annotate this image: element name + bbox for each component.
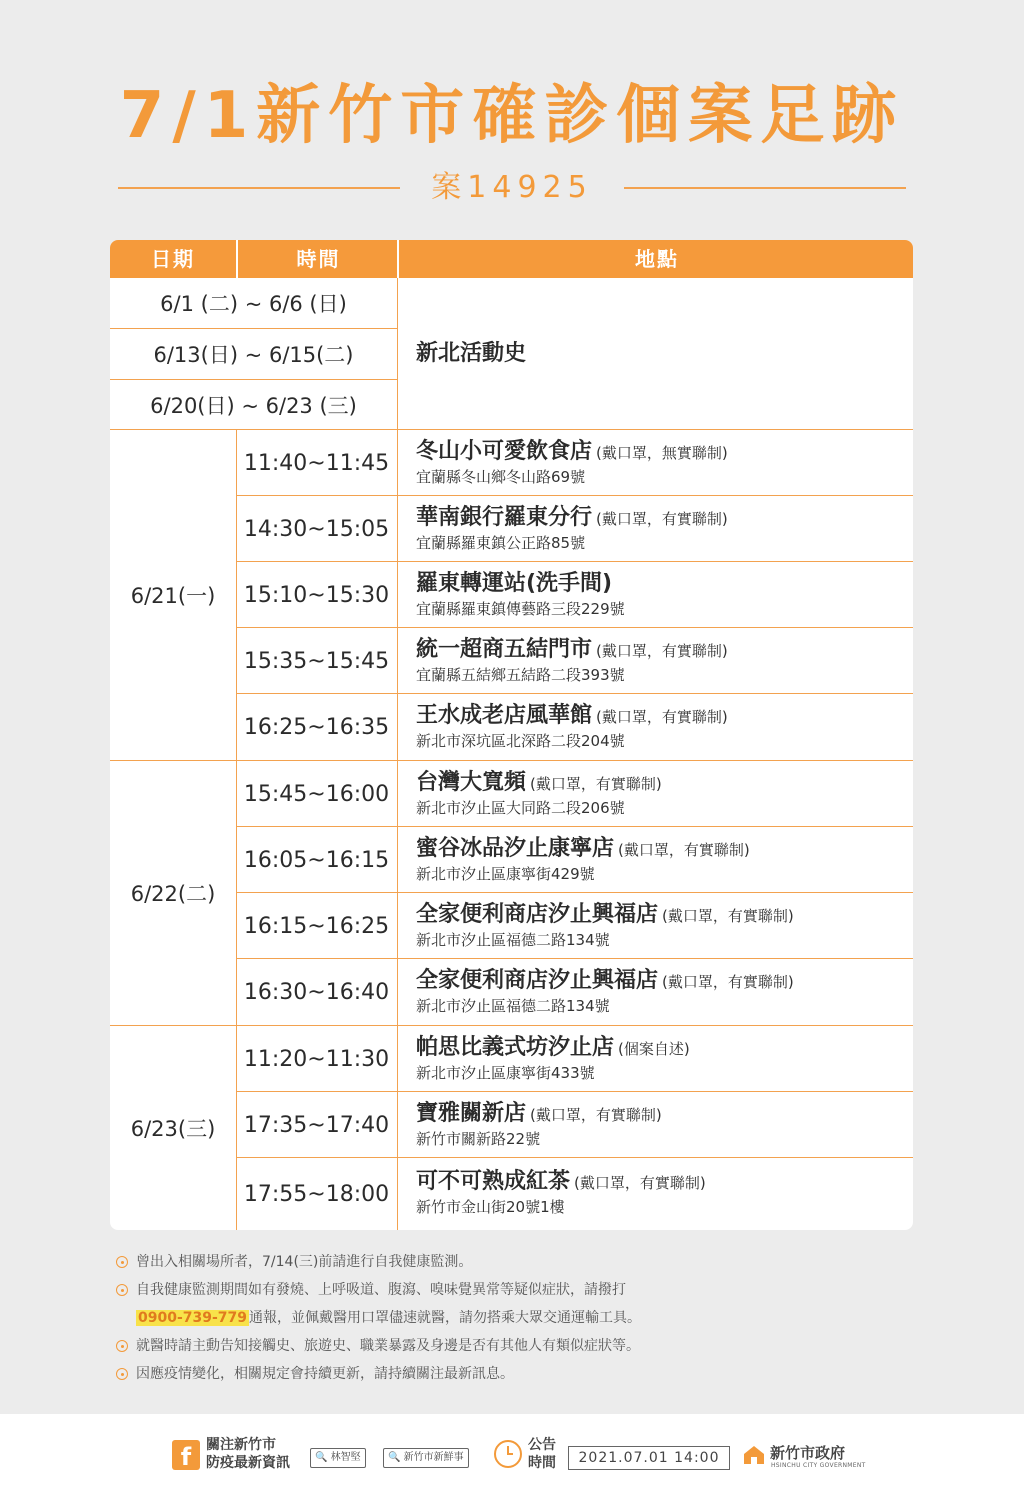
place-name: 冬山小可愛飲食店: [416, 439, 593, 464]
place-cell: [416, 1168, 906, 1217]
notice-item: 因應疫情變化，相關規定會持續更新，請持續關注最新訊息。: [114, 1360, 914, 1388]
place-address: 宜蘭縣冬山鄉冬山路69號: [416, 468, 586, 486]
column-divider: [397, 430, 398, 760]
group-date-0622: 6/22(二): [130, 882, 216, 906]
place-note: (戴口罩，有實聯制): [596, 642, 728, 660]
place-address: 新北市汐止區福德二路134號: [416, 997, 610, 1015]
place-name: 蜜谷冰品汐止康寧店: [416, 836, 615, 861]
group-date-0621: 6/21(一): [130, 584, 216, 608]
place-name: 台灣大寬頻: [416, 770, 527, 795]
gov-name: 新竹市政府: [770, 1444, 846, 1462]
header-time: 時間: [236, 240, 399, 278]
time-cell: 16:25~16:35: [243, 714, 390, 740]
header-place: 地點: [397, 240, 913, 278]
place-address: 宜蘭縣羅東鎮傳藝路三段229號: [416, 600, 625, 618]
place-address: 新北市汐止區福德二路134號: [416, 931, 610, 949]
column-divider: [397, 1026, 398, 1230]
place-note: (戴口罩，有實聯制): [530, 1106, 662, 1124]
place-note: (個案自述): [618, 1040, 690, 1058]
case-header: [118, 166, 906, 210]
place-name: 寶雅關新店: [416, 1101, 527, 1126]
bullet-icon: [116, 1284, 128, 1296]
notice-item-continued: 0900-739-779 通報，並佩戴醫用口罩儘速就醫，請勿搭乘大眾交通運輸工具。: [138, 1310, 642, 1326]
column-divider: [397, 761, 398, 1025]
gov-english-name: HSINCHU CITY GOVERNMENT: [771, 1462, 866, 1469]
place-cell: [416, 702, 906, 751]
time-cell: 16:30~16:40: [243, 979, 390, 1005]
footprint-table: [110, 240, 913, 1230]
case-number: 案14925: [431, 170, 593, 205]
place-note: (戴口罩，有實聯制): [662, 907, 794, 925]
place-address: 新竹市金山街20號1樓: [416, 1198, 565, 1216]
place-address: 宜蘭縣羅東鎮公正路85號: [416, 534, 586, 552]
place-cell: [416, 1034, 906, 1083]
announce-datetime: 2021.07.01 14:00: [568, 1446, 730, 1470]
time-cell: 16:05~16:15: [243, 847, 390, 873]
place-note: (戴口罩，有實聯制): [596, 708, 728, 726]
time-cell: 17:55~18:00: [243, 1181, 390, 1207]
place-name: 統一超商五結門市: [416, 637, 593, 662]
place-address: 新北市汐止區康寧街429號: [416, 865, 595, 883]
place-cell: [416, 504, 906, 553]
group-date-0623: 6/23(三): [130, 1117, 216, 1141]
place-note: (戴口罩，有實聯制): [574, 1174, 706, 1192]
range-date-3: 6/20(日) ~ 6/23 (三): [150, 393, 357, 418]
place-name: 可不可熟成紅茶: [416, 1169, 571, 1194]
tag-hsinchu-news[interactable]: 🔍 新竹市新鮮事: [383, 1448, 469, 1468]
range-place: [416, 278, 906, 429]
notice-list: [114, 1248, 914, 1388]
place-cell: [416, 1100, 906, 1149]
time-cell: 16:15~16:25: [243, 913, 390, 939]
place-note: (戴口罩，有實聯制): [530, 775, 662, 793]
place-cell: [416, 438, 906, 487]
footer: [0, 1414, 1024, 1493]
hsinchu-gov-logo-icon: [742, 1444, 766, 1466]
tag-lin-chih-chien[interactable]: 🔍 林智堅: [310, 1448, 366, 1468]
place-name: 帕思比義式坊汐止店: [416, 1035, 615, 1060]
place-note: (戴口罩，有實聯制): [596, 510, 728, 528]
follow-text: 關注新竹市 防疫最新資訊: [206, 1437, 290, 1471]
hotline-number: 0900-739-779: [138, 1310, 248, 1326]
time-cell: 11:40~11:45: [243, 450, 390, 476]
divider-right: [624, 187, 906, 189]
time-cell: 15:10~15:30: [243, 582, 390, 608]
table-header: [110, 240, 913, 278]
notice-item: 曾出入相關場所者，7/14(三)前請進行自我健康監測。: [114, 1248, 914, 1276]
notice-item: 就醫時請主動告知接觸史、旅遊史、職業暴露及身邊是否有其他人有類似症狀等。: [114, 1332, 914, 1360]
place-name: 王水成老店風華館: [416, 703, 593, 728]
time-cell: 11:20~11:30: [243, 1046, 390, 1072]
place-address: 新竹市關新路22號: [416, 1130, 541, 1148]
place-cell: [416, 636, 906, 685]
bullet-icon: [116, 1340, 128, 1352]
page-title: 7/1新竹市確診個案足跡: [119, 79, 905, 153]
place-address: 新北市深坑區北深路二段204號: [416, 732, 625, 750]
place-cell: [416, 769, 906, 818]
place-name: 全家便利商店汐止興福店: [416, 968, 659, 993]
place-note: (戴口罩，有實聯制): [618, 841, 750, 859]
place-cell: [416, 570, 906, 619]
place-cell: [416, 901, 906, 950]
bullet-icon: [116, 1256, 128, 1268]
place-address: 新北市汐止區大同路二段206號: [416, 799, 625, 817]
facebook-icon[interactable]: f: [172, 1440, 200, 1470]
time-cell: 14:30~15:05: [243, 516, 390, 542]
place-cell: [416, 967, 906, 1016]
place-address: 宜蘭縣五結鄉五結路二段393號: [416, 666, 625, 684]
place-cell: [416, 835, 906, 884]
header-date: 日期: [151, 247, 195, 271]
column-divider: [397, 278, 398, 429]
place-note: (戴口罩，有實聯制): [662, 973, 794, 991]
place-name: 全家便利商店汐止興福店: [416, 902, 659, 927]
place-note: (戴口罩，無實聯制): [596, 444, 728, 462]
range-place-name: 新北活動史: [416, 340, 527, 366]
bullet-icon: [116, 1368, 128, 1380]
place-name: 華南銀行羅東分行: [416, 505, 593, 530]
clock-icon: [494, 1440, 522, 1468]
place-address: 新北市汐止區康寧街433號: [416, 1064, 595, 1082]
place-name: 羅東轉運站(洗手間): [416, 571, 613, 596]
notice-item: 自我健康監測期間如有發燒、上呼吸道、腹瀉、嗅味覺異常等疑似症狀，請撥打: [114, 1276, 914, 1304]
range-date-2: 6/13(日) ~ 6/15(二): [153, 343, 354, 367]
time-cell: 15:35~15:45: [243, 648, 390, 674]
divider-left: [118, 187, 400, 189]
time-cell: 17:35~17:40: [243, 1112, 390, 1138]
announce-label: 公告 時間: [528, 1437, 556, 1471]
range-date-1: 6/1 (二) ~ 6/6 (日): [160, 292, 347, 316]
time-cell: 15:45~16:00: [243, 781, 390, 807]
